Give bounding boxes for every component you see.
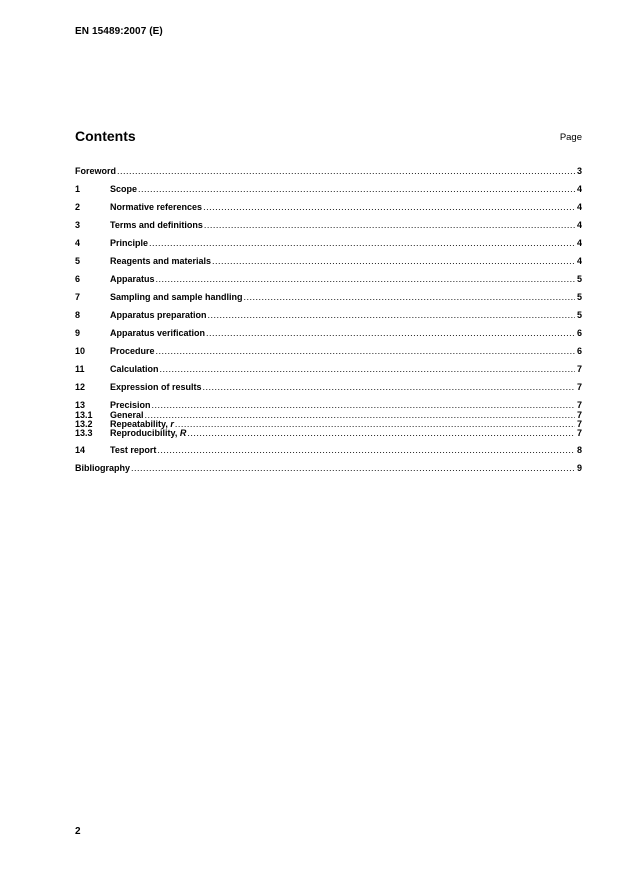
toc-entry-number: 13.2 [75,419,93,429]
contents-heading: Contents [75,128,136,144]
toc-entry-14[interactable] [75,444,582,456]
toc-entry-page: 5 [576,292,582,302]
leader-dots [149,237,575,249]
toc-entry-12[interactable] [75,381,582,393]
toc-entry-title: Apparatus preparation [110,310,207,320]
toc-entry-title: Normative references [110,202,203,212]
toc-entry-9[interactable] [75,327,582,339]
toc-entry-page: 4 [576,220,582,230]
leader-dots [244,291,575,303]
toc-entry-number: 11 [75,364,85,374]
toc-entry-10[interactable] [75,345,582,357]
toc-entry-title-text: Repeatability, [110,419,171,429]
toc-entry-1[interactable] [75,183,582,195]
toc-entry-page: 8 [576,445,582,455]
toc-entry-5[interactable] [75,255,582,267]
toc-entry-2[interactable] [75,201,582,213]
toc-entry-number: 6 [75,274,81,284]
toc-entry-13-3[interactable] [75,429,582,438]
toc-entry-number: 10 [75,346,86,356]
toc-entry-number: 1 [75,184,81,194]
toc-entry-bibliography[interactable] [75,462,582,474]
toc-entry-number: 13.3 [75,428,93,438]
toc-entry-page: 6 [576,328,582,338]
toc-entry-page: 3 [576,166,582,176]
toc-entry-title: Apparatus verification [110,328,206,338]
toc-entry-number: 4 [75,238,81,248]
leader-dots [156,345,575,357]
leader-dots [208,309,575,321]
toc-entry-page: 7 [576,364,582,374]
leader-dots [152,399,575,411]
toc-entry-title: Apparatus [110,274,155,284]
toc-entry-title: Terms and definitions [110,220,203,230]
toc-entry-title-symbol: r [170,419,174,429]
toc-entry-title: Principle [110,238,149,248]
toc-entry-page: 4 [576,256,582,266]
toc-entry-7[interactable] [75,291,582,303]
leader-dots [204,219,575,231]
leader-dots [175,420,575,429]
table-of-contents [75,165,582,474]
toc-entry-8[interactable] [75,309,582,321]
toc-entry-number: 12 [75,382,86,392]
toc-entry-number: 2 [75,202,81,212]
toc-entry-page: 5 [576,310,582,320]
toc-entry-title: Foreword [75,166,117,176]
toc-entry-page: 4 [576,184,582,194]
toc-entry-number: 5 [75,256,81,266]
toc-entry-number: 3 [75,220,81,230]
toc-entry-page: 7 [576,428,582,438]
leader-dots [138,183,575,195]
leader-dots [203,201,575,213]
toc-entry-page: 7 [576,419,582,429]
toc-entry-number: 9 [75,328,81,338]
leader-dots [212,255,575,267]
toc-entry-title-text: Reproducibility, [110,428,180,438]
toc-entry-11[interactable] [75,363,582,375]
toc-entry-page: 7 [576,410,582,420]
toc-entry-13[interactable] [75,399,582,411]
toc-entry-4[interactable] [75,237,582,249]
toc-entry-title: Calculation [110,364,159,374]
leader-dots [203,381,575,393]
page-number: 2 [75,826,81,837]
toc-entry-page: 5 [576,274,582,284]
toc-entry-title: Expression of results [110,382,202,392]
toc-entry-number: 13 [75,400,86,410]
toc-entry-title: Scope [110,184,138,194]
toc-entry-title [110,429,186,438]
toc-entry-title: Sampling and sample handling [110,292,243,302]
leader-dots [145,411,575,420]
toc-entry-6[interactable] [75,273,582,285]
toc-entry-foreword[interactable] [75,165,582,177]
toc-entry-page: 4 [576,202,582,212]
toc-entry-title: Procedure [110,346,155,356]
leader-dots [160,363,575,375]
leader-dots [117,165,575,177]
toc-entry-page: 6 [576,346,582,356]
toc-entry-title-symbol: R [179,428,187,438]
page-column-label: Page [559,132,582,143]
document-id: EN 15489:2007 (E) [75,26,163,37]
leader-dots [156,273,575,285]
leader-dots [187,429,575,438]
toc-entry-page: 7 [576,382,582,392]
toc-entry-title: General [110,410,144,420]
leader-dots [157,444,575,456]
toc-entry-page: 7 [576,400,582,410]
toc-entry-title: Test report [110,445,157,455]
toc-entry-number: 14 [75,445,86,455]
toc-entry-number: 13.1 [75,410,93,420]
toc-entry-page: 9 [576,463,582,473]
toc-entry-number: 8 [75,310,81,320]
toc-entry-title: Precision [110,400,151,410]
toc-entry-page: 4 [576,238,582,248]
leader-dots [131,462,575,474]
toc-entry-title: Bibliography [75,463,131,473]
toc-entry-title: Reagents and materials [110,256,212,266]
toc-entry-number: 7 [75,292,81,302]
leader-dots [206,327,575,339]
toc-entry-3[interactable] [75,219,582,231]
